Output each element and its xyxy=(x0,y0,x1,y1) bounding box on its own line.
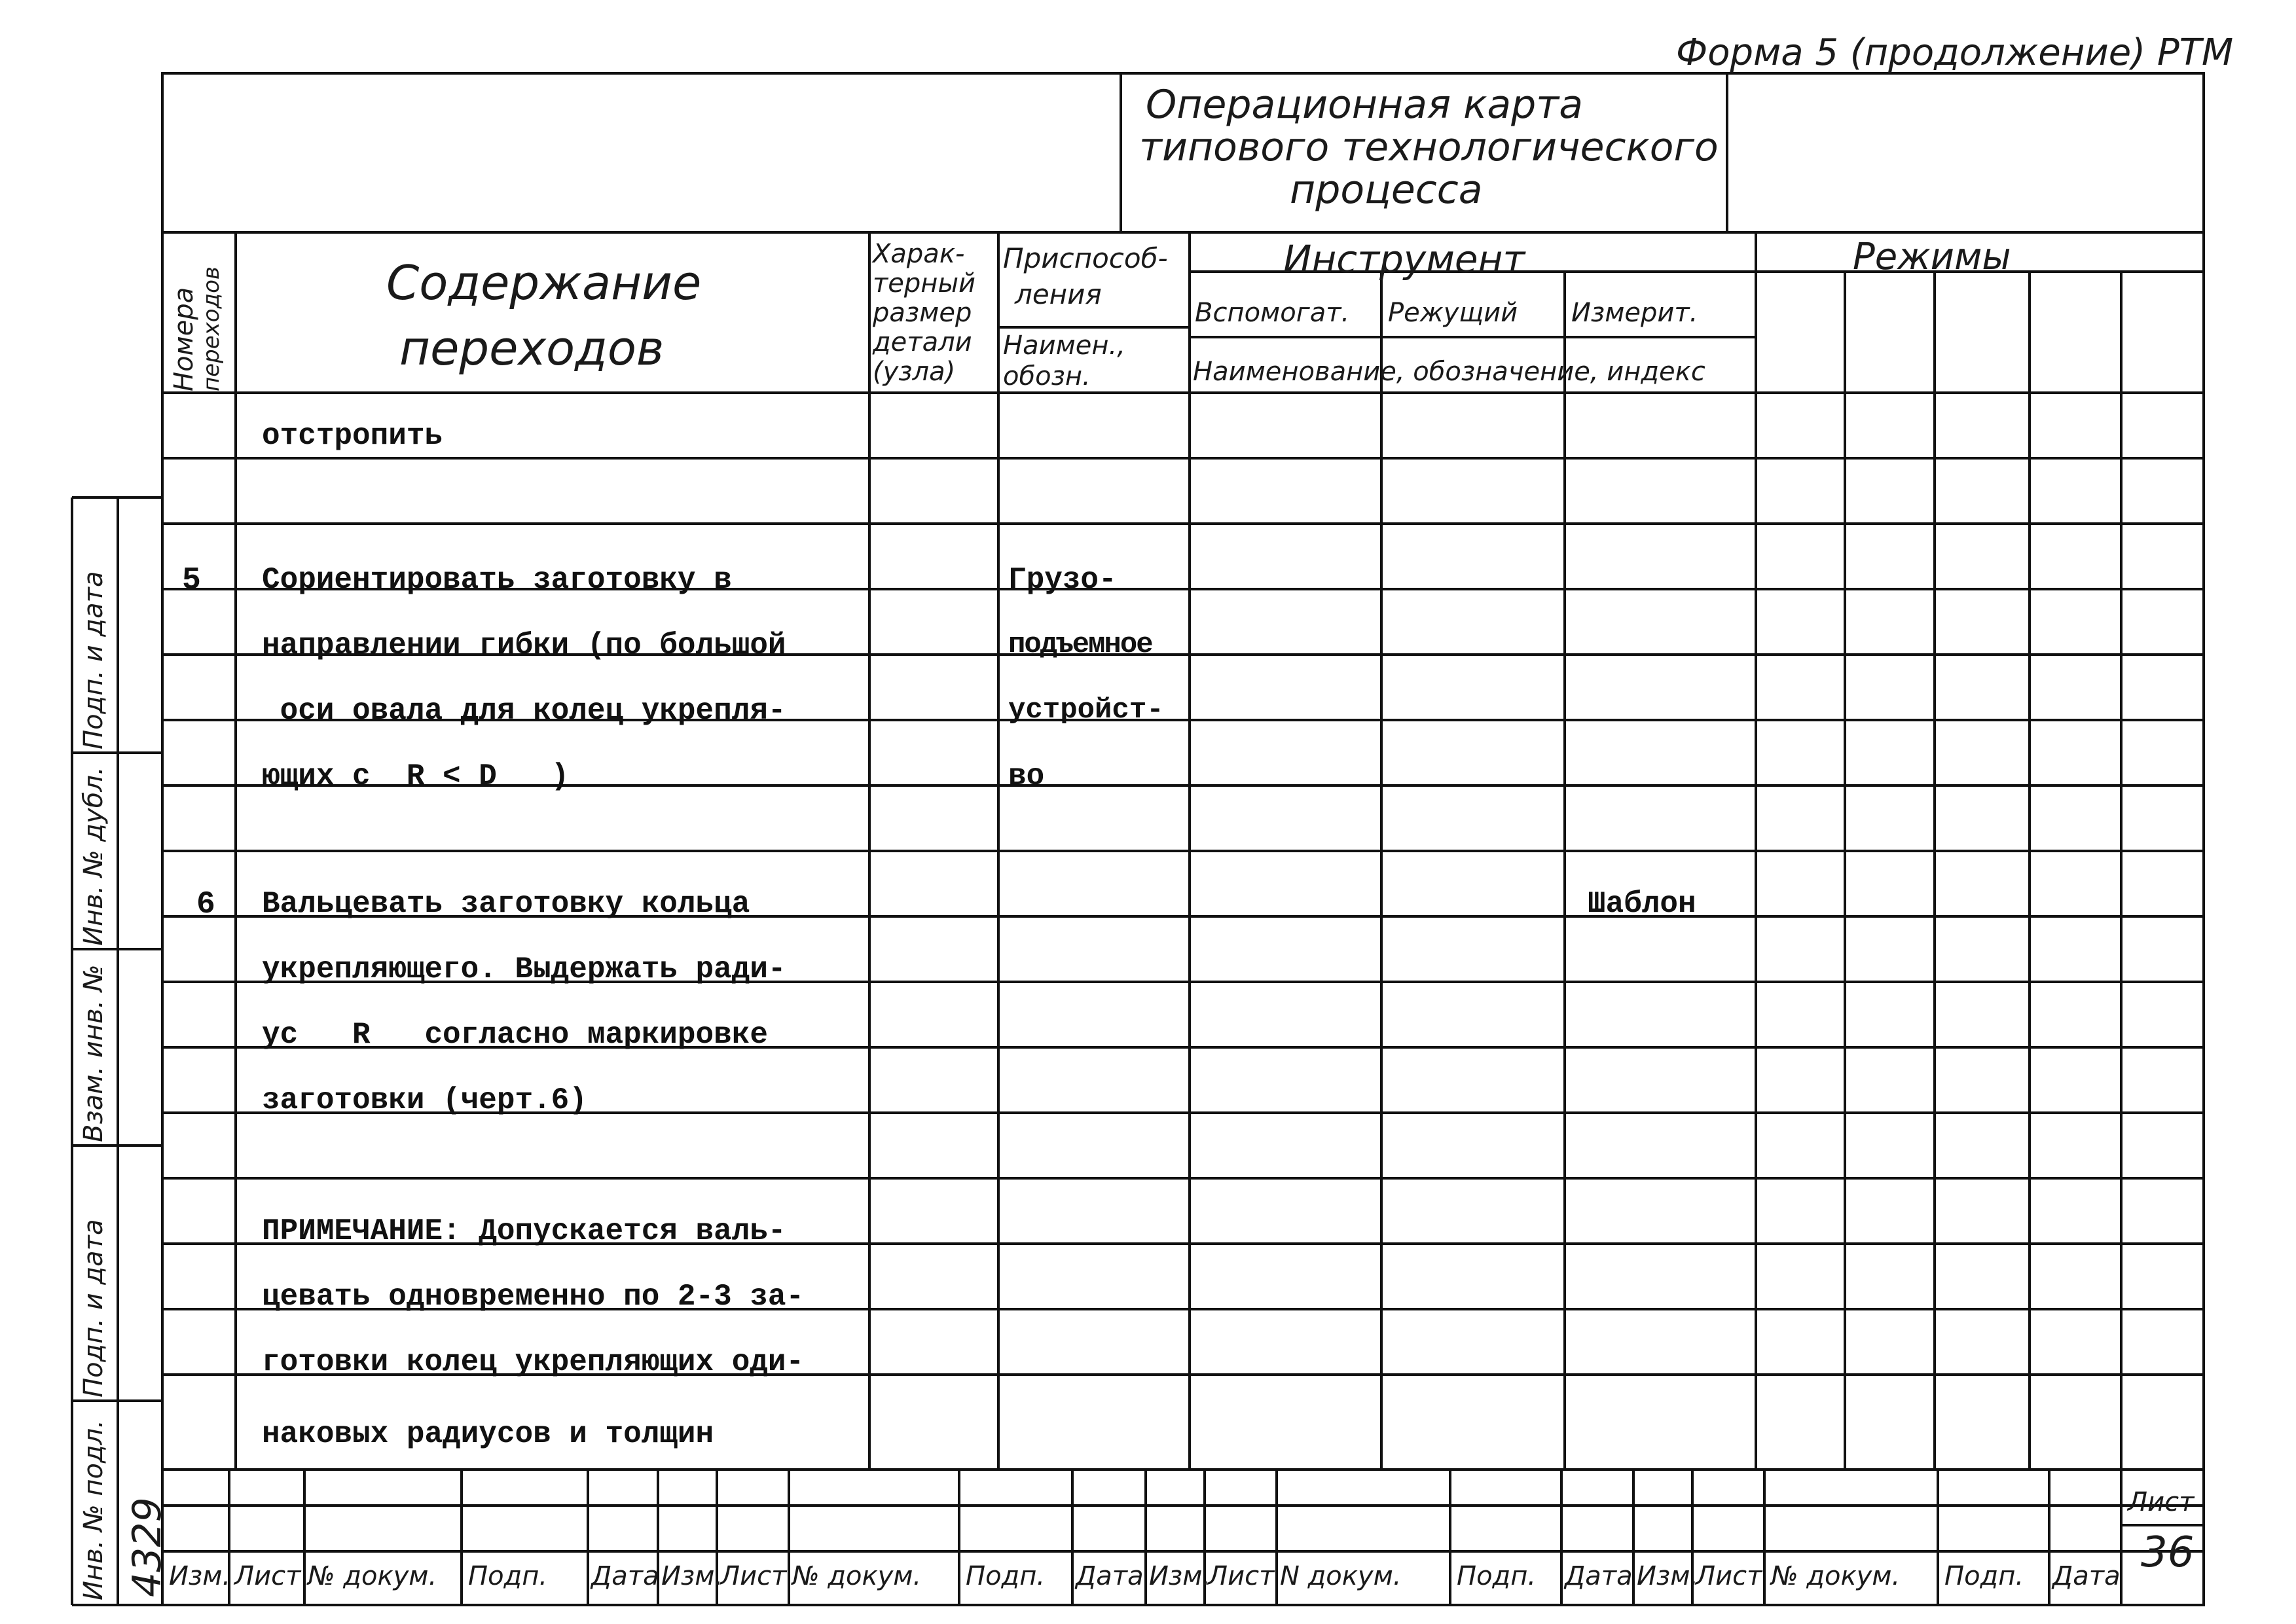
header-char-3: размер xyxy=(873,298,972,328)
header-char-5: (узла) xyxy=(873,357,956,387)
header-measuring: Измерит. xyxy=(1571,298,1698,328)
row-measuring: Шаблон xyxy=(1588,887,1696,921)
footer-label: № докум. xyxy=(308,1561,437,1591)
footer-label: Подп. xyxy=(966,1561,1046,1591)
row-content: ус R согласно маркировке xyxy=(262,1018,768,1052)
header-content-1: Содержание xyxy=(386,255,702,310)
header-cutting: Режущий xyxy=(1388,298,1518,328)
footer-label: № докум. xyxy=(792,1561,922,1591)
side-label: Подп. и дата xyxy=(79,1219,109,1398)
footer-label: Изм. xyxy=(661,1561,723,1591)
sheet-number: 36 xyxy=(2141,1528,2195,1577)
header-modes: Режимы xyxy=(1853,236,2011,278)
footer-label: Изм. xyxy=(1637,1561,1699,1591)
footer-label: Подп. xyxy=(1457,1561,1537,1591)
side-label: Инв. № дубл. xyxy=(79,767,109,946)
form-header: Форма 5 (продолжение) РТМ xyxy=(1676,31,2234,74)
header-char-4: детали xyxy=(873,327,972,357)
row-fixture: Грузо- xyxy=(1008,563,1117,597)
footer-label: № докум. xyxy=(1771,1561,1901,1591)
sheet-label: Лист xyxy=(2128,1487,2195,1517)
row-content: наковых радиусов и толщин xyxy=(262,1417,714,1451)
row-content: направлении гибки (по большой xyxy=(262,628,786,662)
card-title-line-1: Операционная карта xyxy=(1146,82,1583,128)
footer-label: Лист xyxy=(720,1561,787,1591)
row-fixture: во xyxy=(1008,759,1045,793)
footer-label: Подп. xyxy=(468,1561,548,1591)
row-content: Сориентировать заготовку в xyxy=(262,563,732,597)
side-label: Инв. № подл. xyxy=(79,1420,109,1600)
footer-label: Подп. xyxy=(1944,1561,2024,1591)
card-title-line-3: процесса xyxy=(1290,167,1483,213)
row-content: Вальцевать заготовку кольца xyxy=(262,887,750,921)
header-aux: Вспомогат. xyxy=(1195,298,1350,328)
footer-label: Изм. xyxy=(169,1561,231,1591)
row-fixture: подъемное xyxy=(1008,628,1152,661)
header-fixture-sub-2: обозн. xyxy=(1003,361,1091,391)
row-content: укрепляющего. Выдержать ради- xyxy=(262,952,786,986)
row-content: цевать одновременно по 2-3 за- xyxy=(262,1280,805,1314)
header-fixture-sub-1: Наимен., xyxy=(1003,331,1125,361)
row-content: готовки колец укрепляющих оди- xyxy=(262,1345,805,1379)
footer-label: N докум. xyxy=(1280,1561,1402,1591)
inventory-number: 4329 xyxy=(124,1497,170,1597)
header-step-no-2: переходов xyxy=(198,266,225,391)
step-number: 6 xyxy=(196,887,215,922)
header-char-2: терный xyxy=(873,268,976,298)
header-instrument: Инструмент xyxy=(1283,237,1525,281)
side-label: Подп. и дата xyxy=(79,571,109,749)
footer-label: Изм. xyxy=(1149,1561,1211,1591)
row-content: заготовки (черт.6) xyxy=(262,1083,587,1117)
row-content: отстропить xyxy=(262,419,443,453)
header-step-no-1: Номера xyxy=(169,287,199,391)
header-content-2: переходов xyxy=(399,321,665,376)
footer-label: Лист xyxy=(1208,1561,1275,1591)
row-content: ющих с R < D ) xyxy=(262,759,570,793)
header-instrument-sub: Наименование, обозначение, индекс xyxy=(1193,357,1705,387)
header-char-1: Харак- xyxy=(873,239,965,269)
footer-label: Лист xyxy=(1696,1561,1762,1591)
step-number: 5 xyxy=(182,563,201,598)
row-content: ПРИМЕЧАНИЕ: Допускается валь- xyxy=(262,1214,786,1248)
footer-label: Лист xyxy=(234,1561,301,1591)
row-fixture: устройст- xyxy=(1008,694,1164,727)
footer-label: Дата xyxy=(1565,1561,1633,1591)
card-title-line-2: типового технологического xyxy=(1139,124,1719,170)
row-content: оси овала для колец укрепля- xyxy=(262,694,786,728)
header-fixture-2: ления xyxy=(1015,278,1102,310)
footer-label: Дата xyxy=(1076,1561,1144,1591)
footer-label: Дата xyxy=(591,1561,659,1591)
header-fixture-1: Приспособ- xyxy=(1003,242,1168,274)
footer-label: Дата xyxy=(2052,1561,2121,1591)
side-label: Взам. инв. № xyxy=(79,964,109,1142)
